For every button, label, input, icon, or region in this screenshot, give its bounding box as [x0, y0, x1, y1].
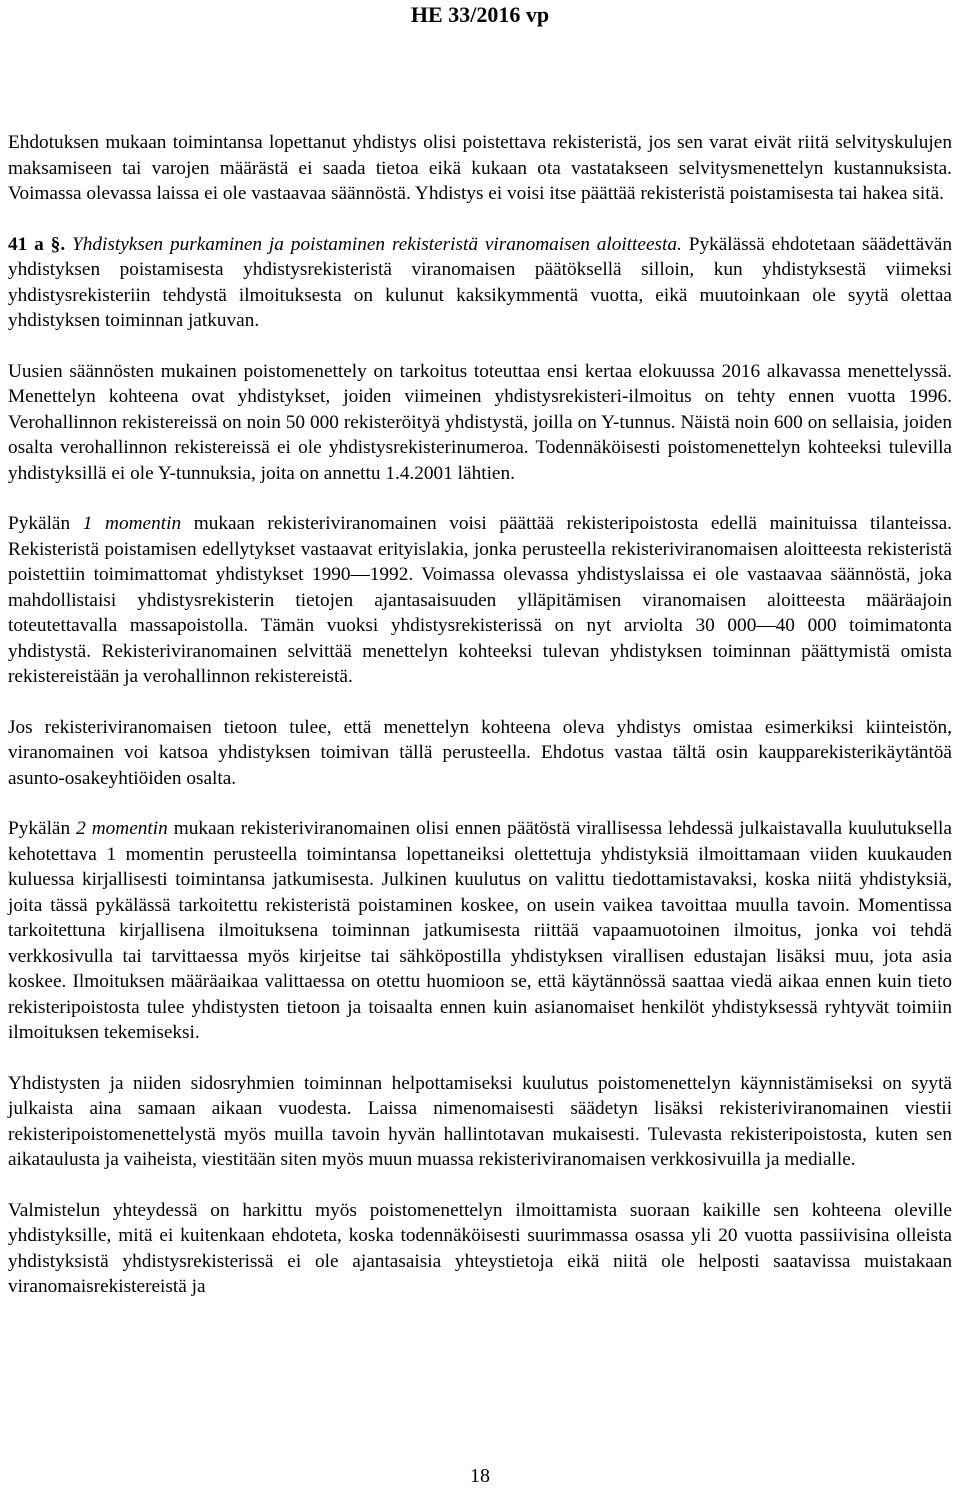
paragraph-moment-1 — [8, 511, 952, 690]
moment-reference: 1 momentin — [82, 513, 182, 534]
paragraph-announcement-timing: Yhdistysten ja niiden sidosryhmien toiminnan helpottamiseksi kuulutus poistomenettelyn käynnistämiseksi on syytä julkaista aina samaan aikaan vuodesta. Laissa nimenomaisesti säädetyn lisäksi rekisteriviranomainen viestii rekisteripoistomenettelystä myös muilla tavoin hyvän hallintotavan mukaisesti. Tulevasta rekisteripoistosta, kuten sen aikataulusta ja vaiheista, viestitään siten myös muun muassa rekisteriviranomaisen verkkosivuilla ja medialle. — [8, 1072, 952, 1170]
paragraph-property-owner: Jos rekisteriviranomaisen tietoon tulee, että menettelyn kohteena oleva yhdistys omistaa esimerkiksi kiinteistön, viranomainen voi katsoa yhdistyksen toimivan tällä perusteella. Ehdotus vastaa tältä osin kaupparekisterikäytäntöä asunto-osakeyhtiöiden osalta. — [8, 716, 952, 789]
moment-reference: 2 momentin — [76, 818, 168, 839]
paragraph-text: mukaan rekisteriviranomainen voisi päättää rekisteripoistosta edellä mainituissa tilanteissa. Rekisteristä poistamisen edellytykset vastaavat erityislakia, jonka perusteella rekisteriviranomaisen aloitteesta rekisteristä poistettiin toimimattomat yhdistykset 1990—1992. Voimassa olevassa yhdistyslaissa ei ole vastaavaa säännöstä, joka mahdollistaisi yhdistysrekisterin tietojen ajantasaisuuden ylläpitämisen viranomaisen aloitteesta määräajoin toteutettavalla massapoistolla. Tämän vuoksi yhdistysrekisterissä on nyt arviolta 30 000—40 000 toimimatonta yhdistystä. Rekisteriviranomainen selvittää menettelyn kohteeksi tulevan yhdistyksen toiminnan päättymistä omista rekistereistään ja verohallinnon rekistereistä. — [8, 513, 952, 687]
section-title: Yhdistyksen purkaminen ja poistaminen rekisteristä viranomaisen aloitteesta. — [72, 233, 682, 255]
paragraph-section-41a — [8, 232, 952, 334]
paragraph-removal-procedure: Uusien säännösten mukainen poistomenettely on tarkoitus toteuttaa ensi kertaa elokuussa 2016 alkavassa menettelyssä. Menettelyn kohteena ovat yhdistykset, joiden viimeinen yhdistysrekisteri-ilmoitus on tehty ennen vuotta 1996. Verohallinnon rekistereissä on noin 50 000 rekisteröityä yhdistystä, joilla on Y-tunnus. Näistä noin 600 on sellaisia, joiden osalta verohallinnon rekistereissä ei ole yhdistysrekisterinumeroa. Todennäköisesti poistomenettelyn kohteeksi tulevilla yhdistyksillä ei ole Y-tunnuksia, joita on annettu 1.4.2001 lähtien. — [8, 360, 952, 484]
paragraph-moment-2 — [8, 816, 952, 1046]
page-number: 18 — [470, 1465, 490, 1487]
paragraph-direct-notification: Valmistelun yhteydessä on harkittu myös poistomenettelyn ilmoittamista suoraan kaikille sen kohteena oleville yhdistyksille, mitä ei kuitenkaan ehdoteta, koska todennäköisesti suurimmassa osassa yli 20 vuotta passiivisina olleista yhdistyksistä yhdistysrekisterissä ei ole ajantasaisia yhteystietoja eikä niitä ole helposti saatavissa muistakaan viranomaisrekistereistä ja — [8, 1199, 952, 1297]
document-body — [8, 130, 952, 1325]
paragraph-deregistration-conditions: Ehdotuksen mukaan toimintansa lopettanut yhdistys olisi poistettava rekisteristä, jos sen varat eivät riitä selvityskulujen maksamiseen tai varojen määrästä ei saada tietoa eikä kukaan ota vastatakseen selvitysmenettelyn kustannuksista. Voimassa olevassa laissa ei ole vastaavaa säännöstä. Yhdistys ei voisi itse päättää rekisteristä poistamisesta tai hakea sitä. — [8, 132, 952, 204]
section-number: 41 a §. — [8, 233, 66, 255]
paragraph-lead: Pykälän — [8, 513, 83, 534]
document-header: HE 33/2016 vp — [410, 2, 550, 27]
paragraph-lead: Pykälän — [8, 818, 77, 839]
section-text: Pykälässä ehdotetaan säädettävän yhdistyksen poistamisesta yhdistysrekisteristä viranomaisen päätöksellä silloin, kun yhdistyksestä viimeksi yhdistysrekisteriin tehdystä ilmoituksesta on kulunut kaksikymmentä vuotta, eikä muutoinkaan ole syytä olettaa yhdistyksen toiminnan jatkuvan. — [8, 233, 952, 331]
paragraph-text: mukaan rekisteriviranomainen olisi ennen päätöstä virallisessa lehdessä julkaistavalla kuulutuksella kehotettava 1 momentin perusteella toimintansa lopettaneiksi olettettuja yhdistyksiä ilmoittamaan viiden kuukauden kuluessa kirjallisesti toimintansa jatkumisesta. Julkinen kuulutus on valittu tiedottamistavaksi, koska niitä yhdistyksiä, joita tässä pykälässä tarkoitettu rekisteristä poistaminen koskee, on usein vaikea tavoittaa muulla tavoin. Momentissa tarkoitettuna kirjallisena ilmoituksena toiminnan jatkumisesta riittää vapaamuotoinen ilmoitus, jonka voi tehdä verkkosivulla tai tarvittaessa myös kirjeitse tai sähköpostilla yhdistyksen virallisen edustajan lisäksi muu, jota asia koskee. Ilmoituksen määräaikaa valittaessa on otettu huomioon se, että käytännössä saattaa viedä aikaa ennen kuin tieto rekisteripoistosta tulee yhdistysten tietoon ja toisaalta ennen kuin asianomaiset henkilöt yhdistyksessä ryhtyvät toimiin ilmoituksen tekemiseksi. — [8, 818, 952, 1043]
